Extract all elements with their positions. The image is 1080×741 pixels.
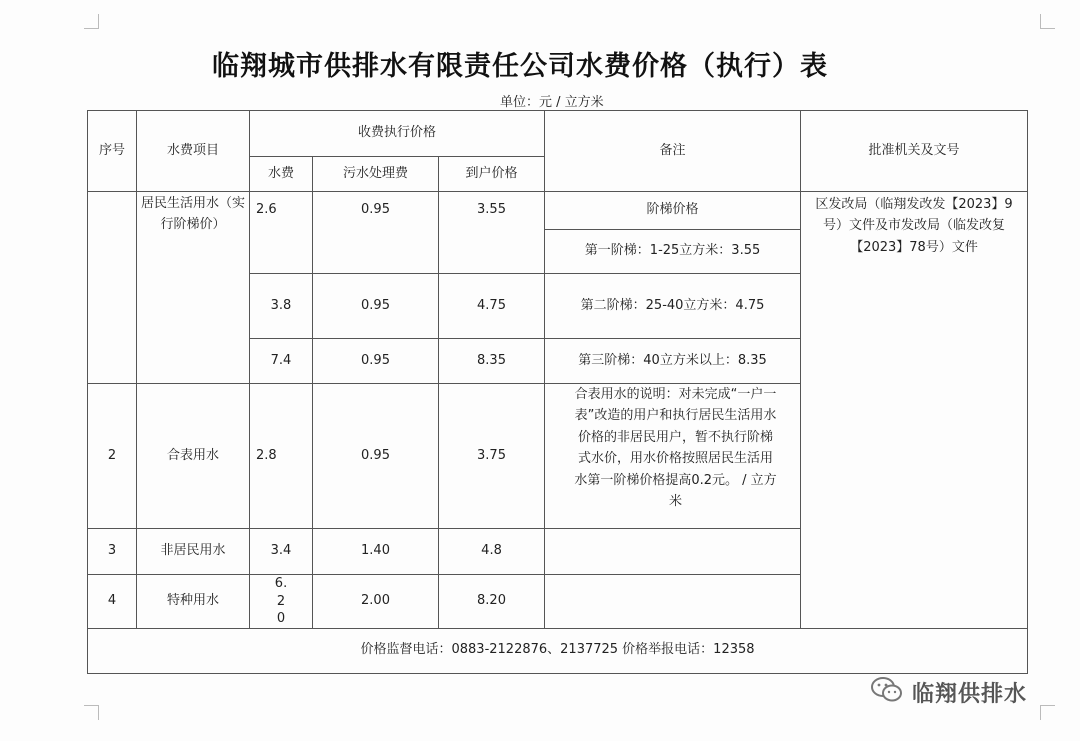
special-note	[545, 575, 801, 629]
header-total-price: 到户价格	[439, 157, 545, 192]
crop-mark-top-right	[1040, 14, 1055, 29]
residential-item: 居民生活用水（实行阶梯价）	[137, 192, 250, 384]
residential-tier3-sewage: 0.95	[313, 339, 439, 384]
special-seq: 4	[88, 575, 137, 629]
residential-tier1-sewage: 0.95	[313, 192, 439, 274]
residential-tier1-water: 2.6	[250, 192, 313, 274]
special-sewage: 2.00	[313, 575, 439, 629]
approval-text: 区发改局（临翔发改发【2023】9号）文件及市发改局（临发改复【2023】78号）文件	[801, 192, 1028, 629]
header-seq: 序号	[88, 111, 137, 192]
residential-note-tier3: 第三阶梯：40立方米以上：8.35	[545, 339, 801, 384]
crop-mark-top-left	[84, 14, 99, 29]
residential-tier1-total: 3.55	[439, 192, 545, 274]
header-price-group: 收费执行价格	[250, 111, 545, 157]
hotline-text: 价格监督电话：0883-2122876、2137725 价格举报电话：12358	[88, 628, 1028, 673]
nonresidential-water: 3.4	[250, 529, 313, 575]
residential-tier3-water: 7.4	[250, 339, 313, 384]
document-title: 临翔城市供排水有限责任公司水费价格（执行）表	[212, 51, 828, 82]
residential-seq	[88, 192, 137, 384]
residential-tier2-sewage: 0.95	[313, 274, 439, 339]
unit-label: 单位：元 / 立方米	[500, 95, 604, 110]
watermark-text: 临翔供排水	[912, 681, 1028, 707]
residential-note-tier2: 第二阶梯：25-40立方米：4.75	[545, 274, 801, 339]
residential-note-tier1: 第一阶梯：1-25立方米：3.55	[545, 230, 801, 274]
residential-tier2-total: 4.75	[439, 274, 545, 339]
combined-sewage: 0.95	[313, 384, 439, 529]
combined-water: 2.8	[250, 384, 313, 529]
header-item: 水费项目	[137, 111, 250, 192]
combined-note: 合表用水的说明：对未完成“一户一表”改造的用户和执行居民生活用水价格的非居民用户，暂不执行阶梯式水价，用水价格按照居民生活用水第一阶梯价格提高0.2元。 / 立方米	[545, 384, 801, 529]
special-water: 6.20	[250, 575, 313, 629]
combined-seq: 2	[88, 384, 137, 529]
combined-item: 合表用水	[137, 384, 250, 529]
crop-mark-bottom-right	[1040, 705, 1055, 720]
nonresidential-total: 4.8	[439, 529, 545, 575]
combined-total: 3.75	[439, 384, 545, 529]
header-sewage-fee: 污水处理费	[313, 157, 439, 192]
table-row	[88, 192, 1028, 230]
header-notes: 备注	[545, 111, 801, 192]
header-row-1	[88, 111, 1028, 157]
residential-tier2-water: 3.8	[250, 274, 313, 339]
header-water-fee: 水费	[250, 157, 313, 192]
nonresidential-seq: 3	[88, 529, 137, 575]
footer-row	[88, 628, 1028, 673]
price-table	[87, 110, 1028, 674]
crop-mark-bottom-left	[84, 705, 99, 720]
watermark	[870, 676, 1027, 708]
special-total: 8.20	[439, 575, 545, 629]
special-item: 特种用水	[137, 575, 250, 629]
wechat-icon	[870, 676, 904, 708]
residential-note-title: 阶梯价格	[545, 192, 801, 230]
nonresidential-sewage: 1.40	[313, 529, 439, 575]
header-approval: 批准机关及文号	[801, 111, 1028, 192]
nonresidential-item: 非居民用水	[137, 529, 250, 575]
residential-tier3-total: 8.35	[439, 339, 545, 384]
nonresidential-note	[545, 529, 801, 575]
